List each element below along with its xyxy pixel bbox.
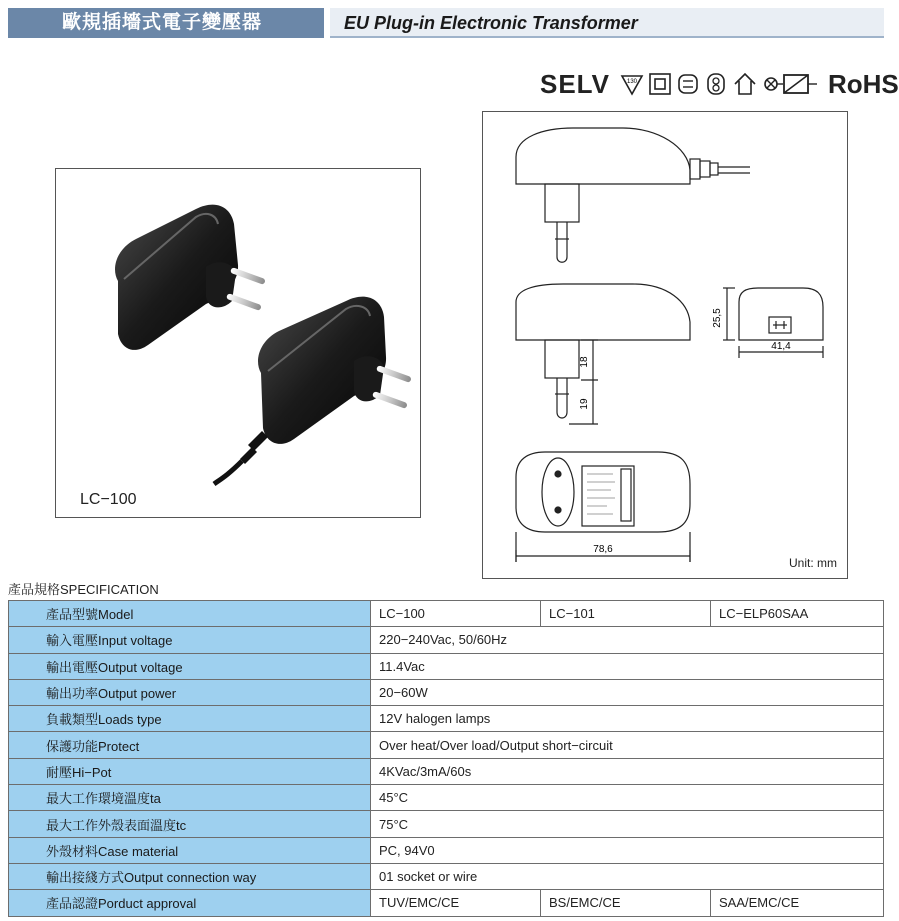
row-value: 220−240Vac, 50/60Hz bbox=[371, 627, 884, 653]
approval-value: BS/EMC/CE bbox=[541, 890, 711, 916]
row-label: 耐壓Hi−Pot bbox=[9, 758, 371, 784]
house-indoor-use-icon bbox=[733, 72, 757, 96]
row-value: 75°C bbox=[371, 811, 884, 837]
dim-pin2-label: 19 bbox=[579, 398, 590, 410]
certification-marks bbox=[540, 66, 899, 102]
row-label: 輸出接綫方式Output connection way bbox=[9, 863, 371, 889]
row-label: 輸入電壓Input voltage bbox=[9, 627, 371, 653]
row-label: 輸出電壓Output voltage bbox=[9, 653, 371, 679]
safety-transformer-icon bbox=[677, 73, 699, 95]
lamp-and-electronic-converter-icon bbox=[763, 72, 819, 96]
dim-width-label: 41,4 bbox=[771, 341, 791, 352]
table-row bbox=[9, 627, 884, 653]
row-value: 01 socket or wire bbox=[371, 863, 884, 889]
row-label: 最大工作外殼表面溫度tc bbox=[9, 811, 371, 837]
technical-drawing bbox=[482, 111, 848, 579]
row-label: 輸出功率Output power bbox=[9, 679, 371, 705]
dim-length-label: 78,6 bbox=[593, 544, 613, 555]
model-value: LC−ELP60SAA bbox=[711, 601, 884, 627]
table-row bbox=[9, 785, 884, 811]
row-value: PC, 94V0 bbox=[371, 837, 884, 863]
table-row bbox=[9, 679, 884, 705]
adapter-photo-image bbox=[56, 169, 420, 517]
row-value: 11.4Vac bbox=[371, 653, 884, 679]
adapter-back bbox=[115, 205, 266, 350]
temperature-triangle-icon bbox=[621, 72, 643, 96]
spec-title: 產品規格SPECIFICATION bbox=[8, 582, 159, 597]
title-english: EU Plug-in Electronic Transformer bbox=[330, 8, 884, 38]
table-row bbox=[9, 706, 884, 732]
table-row bbox=[9, 653, 884, 679]
row-value: 12V halogen lamps bbox=[371, 706, 884, 732]
row-label: 產品認證Porduct approval bbox=[9, 890, 371, 916]
table-row bbox=[9, 863, 884, 889]
row-label: 產品型號Model bbox=[9, 601, 371, 627]
selv-mark: SELV bbox=[540, 68, 610, 99]
row-label: 負載類型Loads type bbox=[9, 706, 371, 732]
photo-model-label: LC−100 bbox=[80, 491, 137, 508]
table-row bbox=[9, 890, 884, 916]
row-label: 最大工作環境溫度ta bbox=[9, 785, 371, 811]
model-value: LC−100 bbox=[371, 601, 541, 627]
dimension-drawing bbox=[483, 112, 847, 578]
row-value: Over heat/Over load/Output short−circuit bbox=[371, 732, 884, 758]
table-row bbox=[9, 758, 884, 784]
approval-value: SAA/EMC/CE bbox=[711, 890, 884, 916]
product-photo bbox=[55, 168, 421, 518]
short-circuit-proof-icon bbox=[705, 72, 727, 96]
row-value: 20−60W bbox=[371, 679, 884, 705]
table-row bbox=[9, 601, 884, 627]
adapter-front bbox=[214, 297, 412, 484]
row-value: 45°C bbox=[371, 785, 884, 811]
rohs-mark: RoHS bbox=[827, 68, 899, 99]
class-ii-double-insulation-icon bbox=[649, 73, 671, 95]
table-row bbox=[9, 732, 884, 758]
spec-table bbox=[8, 600, 884, 917]
model-value: LC−101 bbox=[541, 601, 711, 627]
table-row bbox=[9, 837, 884, 863]
table-row bbox=[9, 811, 884, 837]
row-label: 保護功能Protect bbox=[9, 732, 371, 758]
page-header bbox=[8, 8, 884, 38]
row-label: 外殼材料Case material bbox=[9, 837, 371, 863]
dim-height-label: 25,5 bbox=[712, 308, 723, 328]
unit-label: Unit: mm bbox=[789, 556, 837, 570]
row-value: 4KVac/3mA/60s bbox=[371, 758, 884, 784]
temperature-mark-text: 130 bbox=[626, 79, 637, 85]
title-chinese: 歐規插墻式電子變壓器 bbox=[8, 8, 324, 38]
dim-pin1-label: 18 bbox=[579, 356, 590, 368]
approval-value: TUV/EMC/CE bbox=[371, 890, 541, 916]
